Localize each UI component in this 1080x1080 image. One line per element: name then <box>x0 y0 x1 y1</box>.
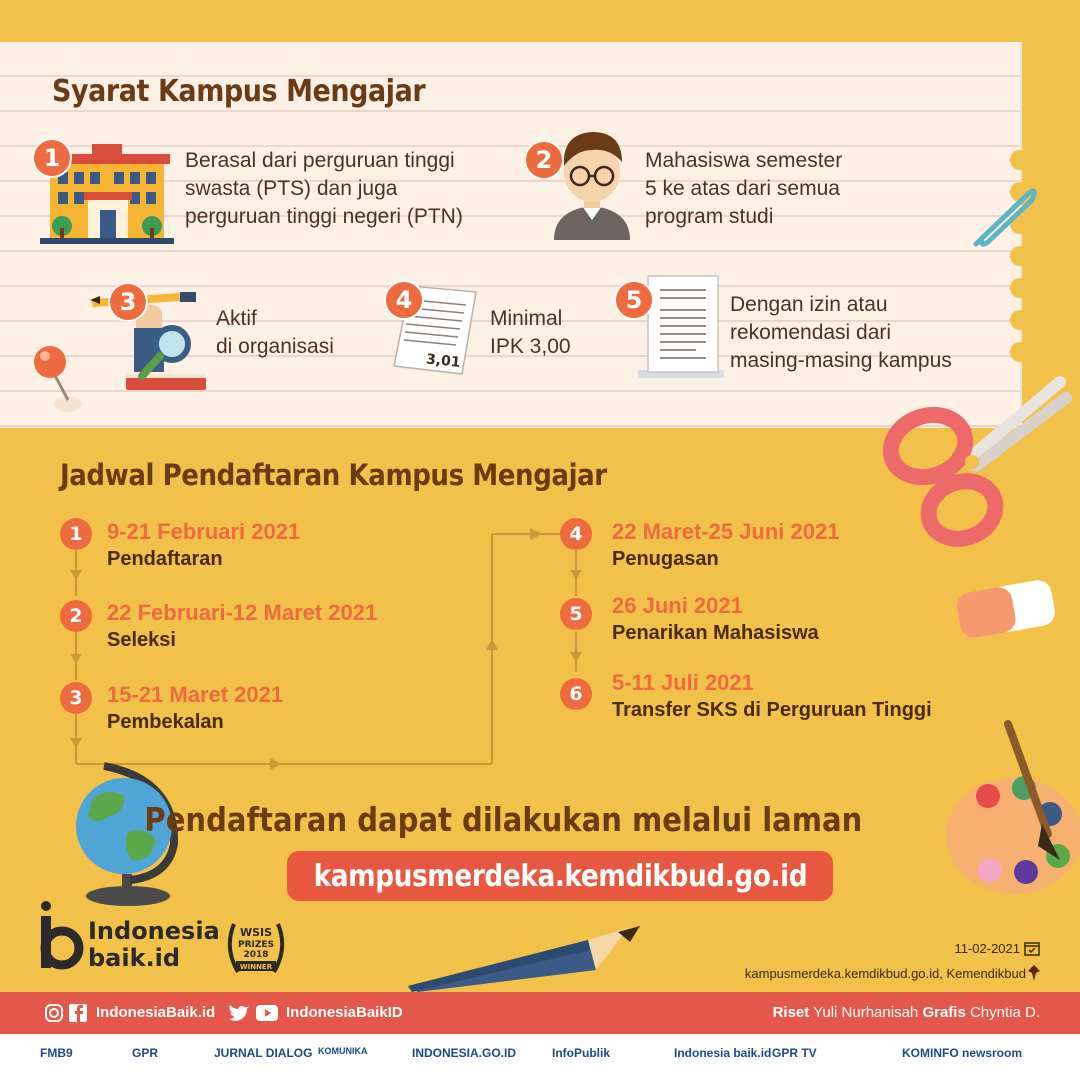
instagram-icon[interactable] <box>44 1003 64 1023</box>
schedule-3-badge: 3 <box>60 682 92 714</box>
cta-text: Pendaftaran dapat dilakukan melalui laman <box>144 800 863 839</box>
schedule-6-badge: 6 <box>560 678 592 710</box>
schedule-4-badge: 4 <box>560 518 592 550</box>
partner-indonesia-go-id: INDONESIA.GO.ID <box>412 1046 517 1060</box>
publish-date: 11-02-2021 <box>954 941 1020 956</box>
student-icon <box>552 126 632 240</box>
partner-indonesia-baik: Indonesia baik.id <box>674 1046 772 1060</box>
schedule-6-date: 5-11 Juli 2021 <box>612 670 754 695</box>
schedule-3-date: 15-21 Maret 2021 <box>107 682 284 707</box>
schedule-1-badge: 1 <box>60 518 92 550</box>
schedule-1-label: Pendaftaran <box>107 548 223 570</box>
schedule-1-date: 9-21 Februari 2021 <box>107 519 301 544</box>
partner-kominfo-newsroom: KOMINFO newsroom <box>902 1046 1023 1060</box>
wsis-line4: WINNER <box>239 963 273 971</box>
requirement-2-badge: 2 <box>524 140 564 180</box>
requirement-4-badge: 4 <box>384 280 424 320</box>
credits <box>773 1004 1040 1021</box>
requirement-3-badge: 3 <box>108 282 148 322</box>
calendar-icon <box>1024 940 1040 956</box>
schedule-4-label: Penugasan <box>612 548 719 570</box>
partner-gpr: GPR <box>132 1046 159 1060</box>
requirement-2-text: Mahasiswa semester 5 ke atas dari semua program studi <box>645 149 843 228</box>
requirement-1-badge: 1 <box>32 138 72 178</box>
scissors-icon <box>876 374 1076 554</box>
schedule-5-label: Penarikan Mahasiswa <box>612 622 819 644</box>
requirement-5-text: Dengan izin atau rekomendasi dari masing-masing kampus <box>730 293 952 372</box>
partner-gpr-tv: GPR TV <box>772 1046 817 1060</box>
indonesia-baik-logo-icon <box>36 900 84 970</box>
credit-grafis-label: Grafis <box>922 1004 966 1021</box>
partner-fmb9: FMB9 <box>40 1046 73 1060</box>
registration-url-link[interactable] <box>287 851 833 901</box>
facebook-icon[interactable] <box>68 1003 88 1023</box>
pin-icon <box>1026 964 1042 982</box>
partner-jurnal-dialog: JURNAL DIALOG <box>214 1046 313 1060</box>
partner-infopublik: InfoPublik <box>552 1046 610 1060</box>
schedule-2-badge: 2 <box>60 600 92 632</box>
twitter-icon[interactable] <box>228 1004 250 1022</box>
social-handle-1[interactable]: IndonesiaBaik.id <box>96 1004 216 1021</box>
indonesia-baik-logo-text: Indonesia baik.id <box>88 917 220 972</box>
paper-notch <box>1010 342 1030 362</box>
pushpin-icon <box>28 340 88 420</box>
youtube-icon[interactable] <box>255 1004 279 1022</box>
wsis-award-icon <box>222 914 290 982</box>
credit-grafis-name: Chyntia D. <box>969 1004 1040 1021</box>
schedule-2-label: Seleksi <box>107 629 176 651</box>
social-handle-2[interactable]: IndonesiaBaikID <box>286 1004 403 1021</box>
schedule-3-label: Pembekalan <box>107 711 224 733</box>
schedule-title: Jadwal Pendaftaran Kampus Mengajar <box>60 458 607 492</box>
paper-notch <box>1010 278 1030 298</box>
paperclip-icon <box>962 178 1046 254</box>
wsis-line2: PRIZES <box>237 940 275 950</box>
transcript-gpa-label: 3,01 <box>425 351 462 371</box>
requirement-1-text: Berasal dari perguruan tinggi swasta (PTS) dan juga perguruan tinggi negeri (PTN) <box>185 149 463 228</box>
schedule-5-badge: 5 <box>560 598 592 630</box>
paper-notch <box>1010 150 1030 170</box>
pencil-icon <box>408 926 644 992</box>
schedule-5-date: 26 Juni 2021 <box>612 593 743 618</box>
eraser-icon <box>954 580 1058 640</box>
requirement-3-text: Aktif di organisasi <box>216 307 334 358</box>
paper-notch <box>1010 310 1030 330</box>
credit-riset-label: Riset <box>772 1004 810 1021</box>
wsis-line1: WSIS <box>239 926 273 939</box>
partner-komunika: KOMUNIKA <box>318 1046 368 1056</box>
schedule-2-date: 22 Februari-12 Maret 2021 <box>107 600 378 625</box>
wsis-line3: 2018 <box>243 950 269 960</box>
credit-riset-name: Yuli Nurhanisah <box>813 1004 919 1021</box>
source-text: kampusmerdeka.kemdikbud.go.id, Kemendikbud <box>744 966 1026 981</box>
schedule-4-date: 22 Maret-25 Juni 2021 <box>612 519 840 544</box>
requirement-4-text: Minimal IPK 3,00 <box>490 307 571 358</box>
registration-url-text: kampusmerdeka.kemdikbud.go.id <box>313 858 807 894</box>
schedule-6-label: Transfer SKS di Perguruan Tinggi <box>612 699 932 721</box>
requirements-title: Syarat Kampus Mengajar <box>52 74 426 109</box>
requirement-5-badge: 5 <box>614 280 654 320</box>
